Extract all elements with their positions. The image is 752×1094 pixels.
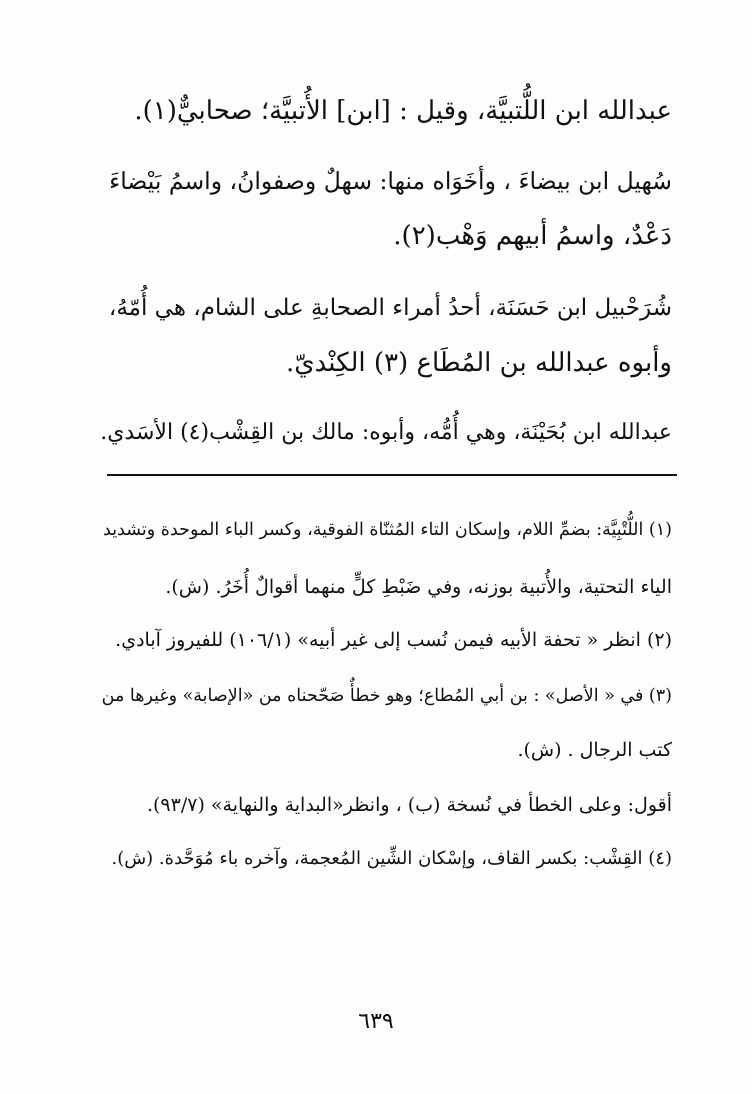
entry-line: عبدالله ابن اللُّتبيَّة، وقيل : [ابن] الأُتبيَّة؛ صحابيٌّ(١).: [134, 96, 672, 126]
footnote-line: (١) اللُّتْبِيَّة: بضمِّ اللام، وإسكان التاء المُثنّاة الفوقية، وكسر الباء الموحدة وتشديد: [103, 520, 672, 540]
entry-line: شُرَحْبيل ابن حَسَنَة، أحدُ أمراء الصحابةِ على الشام، هي أُمّهُ،: [108, 295, 672, 321]
entry-line: سُهيل ابن بيضاءَ ، وأخَوَاه منها: سهلٌ وصفوانُ، واسمُ بَيْضاءَ: [109, 167, 672, 195]
footnote-line: كتب الرجال . (ش).: [517, 739, 672, 761]
footnote-line: أقول: وعلى الخطأ في نُسخة (ب) ، وانظر«البداية والنهاية» (٩٣/٧).: [146, 794, 672, 816]
page-number: ٦٣٩: [358, 1009, 394, 1034]
footnote-line: (٢) انظر « تحفة الأبيه فيمن نُسب إلى غير أبيه» (١٠٦/١) للفيروز آبادي.: [115, 629, 672, 651]
footnote-separator: [107, 474, 677, 476]
footnote-line: الياء التحتية، والأُتبية بوزنه، وفي ضَبْطِ كلٍّ منهما أقوالٌ أُخَرُ. (ش).: [165, 576, 672, 598]
footnote-line: (٣) في « الأصل» : بن أبي المُطاع؛ وهو خطأٌ صَحّحناه من «الإصابة» وغيرها من: [101, 686, 672, 706]
entry-line: دَعْدٌ، واسمُ أبيهم وَهْب(٢).: [393, 221, 672, 251]
entry-line: عبدالله ابن بُحَيْنَة، وهي أُمُّه، وأبوه: مالك بن القِشْب(٤) الأسَدي.: [100, 420, 672, 445]
footnote-line: (٤) القِشْب: بكسر القاف، وإسْكان الشِّين المُعجمة، وآخره باء مُوَحَّدة. (ش).: [111, 848, 672, 869]
entry-line: وأبوه عبدالله بن المُطَاع (٣) الكِنْديّ.: [286, 348, 672, 378]
